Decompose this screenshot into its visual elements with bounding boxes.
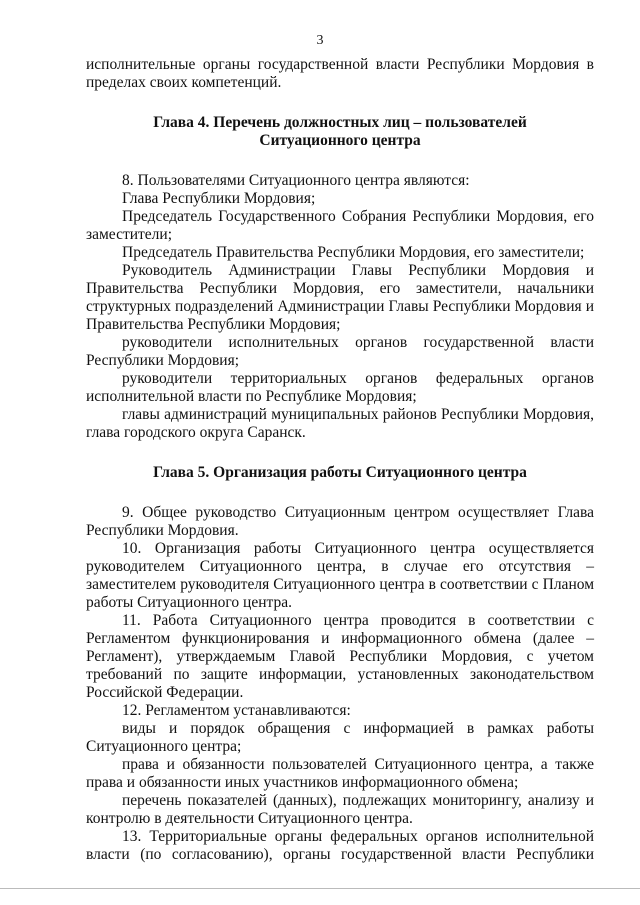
user-item: главы администраций муниципальных районов Республики Мордовия, (122, 406, 594, 423)
paragraph-8: 8. Пользователями Ситуационного центра являются: (122, 172, 470, 189)
chapter-4-title: Глава 4. Перечень должностных лиц – пользователей (153, 114, 527, 131)
document-body (86, 56, 594, 864)
regulation-item: виды и порядок обращения с информацией в рамках работы (122, 720, 594, 737)
paragraph-9: 9. Общее руководство Ситуационным центром осуществляет Глава (122, 504, 594, 521)
regulation-item: права и обязанности пользователей Ситуационного центра, а также (122, 756, 594, 773)
user-item: Правительства Республики Мордовия; (86, 316, 341, 333)
user-item: руководители территориальных органов федеральных органов (122, 370, 594, 387)
user-item: руководители исполнительных органов государственной власти (122, 334, 594, 351)
paragraph-12: 12. Регламентом устанавливаются: (122, 702, 351, 719)
user-item: заместители; (86, 226, 173, 243)
paragraph-11: требований по защите информации, установленных законодательством (86, 666, 594, 683)
user-item: структурных подразделений Администрации Главы Республики Мордовия и (86, 298, 594, 315)
intro-line: пределах своих компетенций. (86, 74, 282, 91)
chapter-4-title: Ситуационного центра (259, 132, 421, 149)
paragraph-11: Регламентом функционирования и информационного обмена (далее – (86, 630, 594, 647)
paragraph-10: работы Ситуационного центра. (86, 594, 292, 611)
regulation-item: контролю в деятельности Ситуационного центра. (86, 810, 413, 827)
chapter-5-title: Глава 5. Организация работы Ситуационного центра (153, 464, 527, 481)
regulation-item: перечень показателей (данных), подлежащих мониторингу, анализу и (122, 792, 594, 809)
paragraph-13: 13. Территориальные органы федеральных органов исполнительной (122, 828, 594, 845)
paragraph-10: заместителем руководителя Ситуационного центра в соответствии с Планом (86, 576, 594, 593)
page-number: 3 (316, 33, 324, 48)
paragraph-9: Республики Мордовия. (86, 522, 239, 539)
user-item: Республики Мордовия; (86, 352, 240, 369)
user-item: Руководитель Администрации Главы Республики Мордовия и (122, 262, 594, 279)
user-item: Председатель Государственного Собрания Республики Мордовия, его (122, 208, 594, 225)
user-item: исполнительной власти по Республике Мордовия; (86, 388, 417, 405)
paragraph-10: руководителем Ситуационного центра, в случае его отсутствия – (86, 558, 594, 575)
user-item: Председатель Правительства Республики Мордовия, его заместители; (122, 244, 585, 261)
paragraph-11: 11. Работа Ситуационного центра проводится в соответствии с (122, 612, 594, 629)
regulation-item: права и обязанности иных участников информационного обмена; (86, 774, 519, 791)
paragraph-11: Регламент), утверждаемым Главой Республики Мордовия, с учетом (86, 648, 594, 665)
paragraph-11: Российской Федерации. (86, 684, 244, 701)
page-bottom-rule (0, 888, 640, 889)
paragraph-10: 10. Организация работы Ситуационного центра осуществляется (122, 540, 594, 557)
paragraph-13: власти (по согласованию), органы государственной власти Республики (86, 846, 594, 863)
intro-line: исполнительные органы государственной власти Республики Мордовия в (86, 56, 594, 73)
user-item: Глава Республики Мордовия; (122, 190, 316, 207)
user-item: глава городского округа Саранск. (86, 424, 306, 441)
user-item: Правительства Республики Мордовия, его заместители, начальники (86, 280, 594, 297)
regulation-item: Ситуационного центра; (86, 738, 242, 755)
